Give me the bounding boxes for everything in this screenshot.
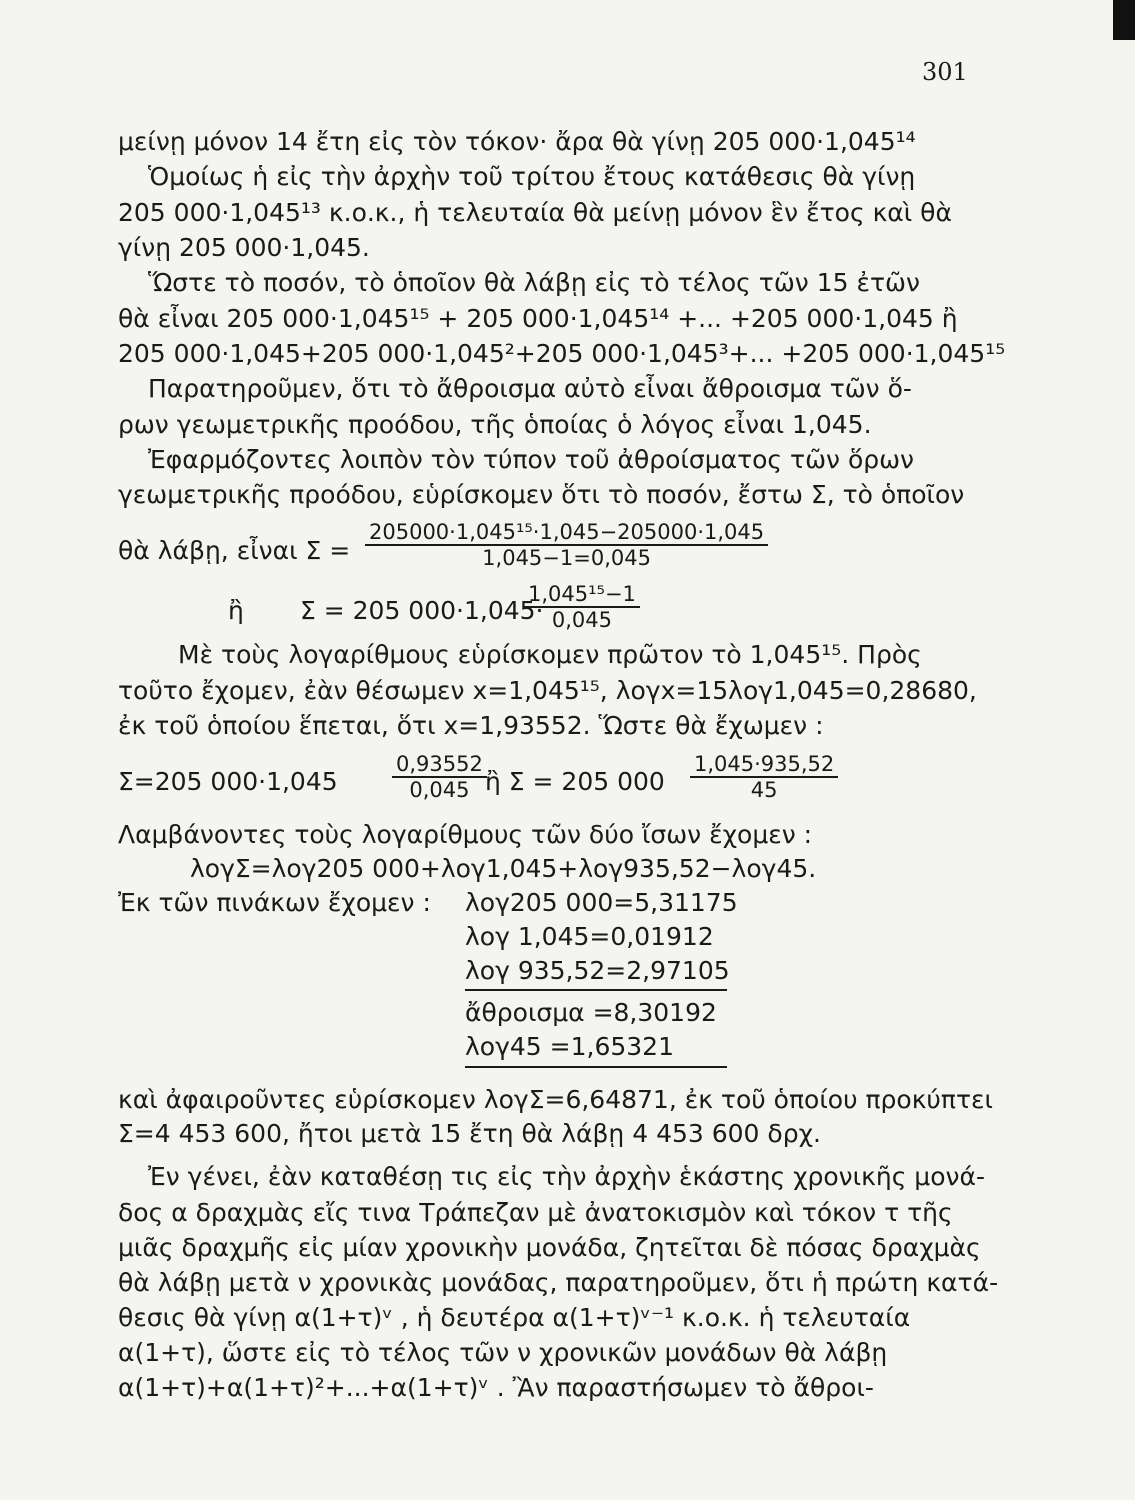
fraction-denominator: 0,045	[551, 608, 613, 632]
fraction-denominator: 1,045−1=0,045	[482, 546, 651, 570]
table-intro: Ἐκ τῶν πινάκων ἔχομεν :	[118, 888, 431, 917]
log-equation: λογΣ=λογ205 000+λογ1,045+λογ935,52−λογ45.	[190, 854, 817, 883]
ratio-fraction	[392, 752, 487, 802]
fraction-numerator: 1,045¹⁵−1	[524, 582, 640, 608]
fraction-numerator: 1,045·935,52	[690, 752, 838, 778]
text-line: γεωμετρικῆς προόδου, εὑρίσκομεν ὅτι τὸ ποσόν, ἔστω Σ, τὸ ὁποῖον	[118, 480, 965, 509]
text-line: θεσις θὰ γίνῃ α(1+τ)ᵛ , ἡ δευτέρα α(1+τ)ᵛ⁻¹ κ.ο.κ. ἡ τελευταία	[118, 1303, 911, 1332]
scan-edge-mark	[1113, 0, 1135, 40]
fraction-numerator: 205000·1,045¹⁵·1,045−205000·1,045	[365, 520, 768, 546]
text-line: 205 000·1,045¹³ κ.ο.κ., ἡ τελευταία θὰ μείνῃ μόνον ἓν ἔτος καὶ θὰ	[118, 198, 952, 227]
text-line: Σ=4 453 600, ἤτοι μετὰ 15 ἔτη θὰ λάβῃ 4 453 600 δρχ.	[118, 1119, 821, 1148]
text-line: Παρατηροῦμεν, ὅτι τὸ ἄθροισμα αὐτὸ εἶναι ἄθροισμα τῶν ὅ-	[148, 374, 912, 403]
text-line: γίνῃ 205 000·1,045.	[118, 233, 370, 262]
text-line: μείνῃ μόνον 14 ἔτη εἰς τὸν τόκον· ἄρα θὰ γίνῃ 205 000·1,045¹⁴	[118, 127, 916, 156]
fraction-denominator: 0,045	[409, 778, 470, 802]
text-line: τοῦτο ἔχομεν, ἐὰν θέσωμεν x=1,045¹⁵, λογx=15λογ1,045=0,28680,	[118, 676, 977, 705]
text-line: καὶ ἀφαιροῦντες εὑρίσκομεν λογΣ=6,64871, ἐκ τοῦ ὁποίου προκύπτει	[118, 1085, 993, 1114]
formula-prefix: Σ=205 000·1,045	[118, 767, 338, 796]
log-row: λογ 935,52=2,97105	[465, 956, 730, 985]
formula-expression: ἢ Σ = 205 000	[485, 767, 665, 796]
text-line: ἐκ τοῦ ὁποίου ἕπεται, ὅτι x=1,93552. Ὥστε θὰ ἔχωμεν :	[118, 711, 824, 740]
text-line: θὰ λάβῃ μετὰ ν χρονικὰς μονάδας, παρατηροῦμεν, ὅτι ἡ πρώτη κατά-	[118, 1268, 999, 1297]
text-line: θὰ εἶναι 205 000·1,045¹⁵ + 205 000·1,045¹⁴ +... +205 000·1,045 ἢ	[118, 304, 958, 333]
difference-rule	[465, 1066, 727, 1068]
text-line: 205 000·1,045+205 000·1,045²+205 000·1,045³+... +205 000·1,045¹⁵	[118, 339, 1006, 368]
formula-prefix: ἢ	[228, 596, 244, 625]
log-row: ἄθροισμα =8,30192	[465, 998, 717, 1027]
log-row: λογ205 000=5,31175	[465, 888, 738, 917]
formula-expression: Σ = 205 000·1,045·	[300, 596, 544, 625]
sum-rule	[465, 989, 727, 991]
ratio-fraction	[690, 752, 838, 802]
text-line: Ὥστε τὸ ποσόν, τὸ ὁποῖον θὰ λάβῃ εἰς τὸ τέλος τῶν 15 ἐτῶν	[148, 268, 920, 297]
page-number: 301	[922, 58, 968, 86]
formula-prefix: θὰ λάβῃ, εἶναι Σ =	[118, 536, 351, 565]
text-line: Μὲ τοὺς λογαρίθμους εὑρίσκομεν πρῶτον τὸ 1,045¹⁵. Πρὸς	[178, 640, 922, 669]
text-line: Ἐν γένει, ἐὰν καταθέσῃ τις εἰς τὴν ἀρχὴν ἑκάστης χρονικῆς μονά-	[148, 1162, 985, 1191]
sum-formula-fraction	[524, 582, 640, 632]
text-line: α(1+τ)+α(1+τ)²+...+α(1+τ)ᵛ . Ἂν παραστήσωμεν τὸ ἄθροι-	[118, 1373, 874, 1402]
text-line: Ἐφαρμόζοντες λοιπὸν τὸν τύπον τοῦ ἀθροίσματος τῶν ὅρων	[148, 445, 915, 474]
log-row: λογ45 =1,65321	[465, 1032, 674, 1061]
text-line: μιᾶς δραχμῆς εἰς μίαν χρονικὴν μονάδα, ζητεῖται δὲ πόσας δραχμὰς	[118, 1233, 981, 1262]
text-line: Ὁμοίως ἡ εἰς τὴν ἀρχὴν τοῦ τρίτου ἔτους κατάθεσις θὰ γίνῃ	[148, 162, 916, 191]
text-line: ρων γεωμετρικῆς προόδου, τῆς ὁποίας ὁ λόγος εἶναι 1,045.	[118, 410, 872, 439]
sum-formula-fraction	[365, 520, 768, 570]
log-row: λογ 1,045=0,01912	[465, 922, 714, 951]
text-line: Λαμβάνοντες τοὺς λογαρίθμους τῶν δύο ἴσων ἔχομεν :	[118, 820, 813, 849]
fraction-numerator: 0,93552	[392, 752, 487, 778]
fraction-denominator: 45	[750, 778, 778, 802]
text-line: α(1+τ), ὥστε εἰς τὸ τέλος τῶν ν χρονικῶν μονάδων θὰ λάβῃ	[118, 1338, 888, 1367]
text-line: δος α δραχμὰς εἴς τινα Τράπεζαν μὲ ἀνατοκισμὸν καὶ τόκον τ τῆς	[118, 1198, 953, 1227]
